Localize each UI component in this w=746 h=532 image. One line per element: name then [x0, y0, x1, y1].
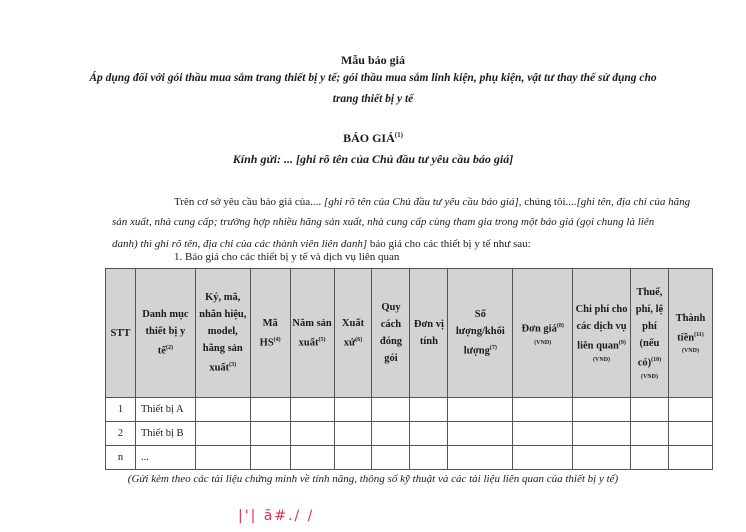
column-header-label: Ký, mã, nhãn hiệu, model, hãng sản xuất — [199, 292, 247, 374]
table-cell — [250, 446, 290, 470]
column-header — [250, 269, 290, 398]
table-row — [106, 422, 713, 446]
column-header-label: Đơn vị tính — [413, 319, 444, 347]
table-cell — [290, 422, 334, 446]
table-cell — [195, 446, 250, 470]
row-item-name: Thiết bị A — [135, 398, 195, 422]
intro-text: báo giá cho các thiết bị y tế như sau: — [367, 238, 531, 250]
table-cell — [630, 422, 668, 446]
table-cell — [573, 398, 631, 422]
document-title — [0, 131, 746, 146]
table-header-row — [106, 269, 713, 398]
table-cell — [668, 422, 712, 446]
row-stt: n — [106, 446, 136, 470]
intro-hint: [ghi tên, địa chỉ của hãng — [576, 196, 691, 208]
table-cell — [630, 398, 668, 422]
column-footnote-ref: (7) — [489, 345, 497, 352]
table-cell — [630, 446, 668, 470]
column-footnote-ref: (11) — [694, 331, 704, 338]
table-cell — [573, 422, 631, 446]
row-stt: 1 — [106, 398, 136, 422]
table-cell — [573, 446, 631, 470]
table-cell — [372, 398, 410, 422]
section-heading: 1. Báo giá cho các thiết bị y tế và dịch vụ liên quan — [174, 251, 400, 263]
column-header — [410, 269, 448, 398]
column-header — [195, 269, 250, 398]
column-header — [372, 269, 410, 398]
table-cell — [334, 422, 372, 446]
quote-table — [105, 268, 713, 470]
table-cell — [250, 398, 290, 422]
row-item-name: ... — [135, 446, 195, 470]
column-header-label: Quy cách đóng gói — [379, 302, 403, 364]
addressee-hint: [ghi rõ tên của Chủ đầu tư yêu cầu báo giá] — [296, 152, 514, 166]
applies-line-1: Áp dụng đối với gói thầu mua sắm trang thiết bị y tế; gói thầu mua sắm linh kiện, phụ kiện, vật tư thay thế sử dụng cho — [89, 72, 657, 84]
column-footnote-ref: (5) — [318, 336, 326, 343]
table-row — [106, 446, 713, 470]
table-cell — [513, 446, 573, 470]
column-header-label: Thành tiền — [675, 312, 706, 344]
column-header-label: Đơn giá — [521, 323, 557, 335]
column-header-label: Năm sản xuất — [292, 317, 332, 349]
column-header-label: Mã HS — [259, 317, 278, 349]
table-cell — [410, 446, 448, 470]
column-footnote-ref: (6) — [355, 336, 363, 343]
intro-hint: danh) thì ghi rõ tên, địa chỉ của các thành viên liên danh] — [112, 238, 368, 250]
table-cell — [372, 422, 410, 446]
table-cell — [334, 446, 372, 470]
column-header-label: Xuất xứ — [341, 317, 365, 349]
column-unit: (VND) — [593, 356, 611, 363]
table-cell — [513, 422, 573, 446]
column-header — [106, 269, 136, 398]
table-cell — [250, 422, 290, 446]
table-cell — [290, 446, 334, 470]
table-cell — [195, 422, 250, 446]
column-unit: (VND) — [534, 339, 552, 346]
column-header — [573, 269, 631, 398]
table-cell — [448, 446, 513, 470]
red-stamp: |'| ã#./ / — [238, 508, 315, 524]
column-header — [448, 269, 513, 398]
table-cell — [448, 422, 513, 446]
table-cell — [372, 446, 410, 470]
column-footnote-ref: (4) — [273, 336, 281, 343]
title-footnote-ref: (1) — [394, 131, 403, 139]
intro-text: , chúng tôi.... — [518, 196, 577, 208]
form-label: Mẫu báo giá — [340, 53, 405, 67]
intro-line-2: sản xuất, nhà cung cấp; trường hợp nhiều hãng sản xuất, nhà cung cấp cùng tham gia trong một báo giá (gọi chung là liên — [112, 216, 655, 228]
column-header — [513, 269, 573, 398]
column-footnote-ref: (9) — [618, 340, 626, 347]
table-row — [106, 398, 713, 422]
column-footnote-ref: (3) — [229, 362, 237, 369]
column-header — [630, 269, 668, 398]
addressee-prefix: Kính gửi: ... — [232, 152, 293, 166]
column-header — [290, 269, 334, 398]
table-cell — [290, 398, 334, 422]
column-header — [135, 269, 195, 398]
intro-hint: [ghi rõ tên của Chủ đầu tư yêu cầu báo giá] — [323, 196, 519, 208]
column-unit: (VND) — [640, 373, 658, 380]
applies-line-2: trang thiết bị y tế — [332, 93, 414, 105]
intro-text: Trên cơ sở yêu cầu báo giá của.... — [174, 196, 324, 208]
document-title-text: BÁO GIÁ — [343, 131, 395, 145]
table-cell — [410, 422, 448, 446]
column-unit: (VND) — [681, 348, 699, 355]
column-footnote-ref: (2) — [165, 345, 173, 352]
table-cell — [668, 398, 712, 422]
footnote: (Gửi kèm theo các tài liệu chứng minh về tính năng, thông số kỹ thuật và các tài liệu liên quan của thiết bị y tế) — [127, 473, 619, 485]
column-header-label: Thuế, phí, lệ phí (nếu có) — [635, 287, 664, 369]
column-header-label: Số lượng/khối lượng — [455, 309, 505, 357]
column-header-label: Chi phí cho các dịch vụ liên quan — [575, 304, 628, 352]
column-header — [334, 269, 372, 398]
column-header-label: STT — [110, 327, 131, 339]
column-header-label: Danh mục thiết bị y tế — [142, 309, 189, 357]
row-stt: 2 — [106, 422, 136, 446]
column-footnote-ref: (8) — [556, 323, 564, 330]
table-cell — [668, 446, 712, 470]
table-cell — [448, 398, 513, 422]
table-cell — [195, 398, 250, 422]
row-item-name: Thiết bị B — [135, 422, 195, 446]
column-header — [668, 269, 712, 398]
table-cell — [334, 398, 372, 422]
addressee — [0, 152, 746, 167]
table-cell — [513, 398, 573, 422]
table-body — [106, 398, 713, 470]
column-footnote-ref: (10) — [651, 357, 662, 364]
table-cell — [410, 398, 448, 422]
